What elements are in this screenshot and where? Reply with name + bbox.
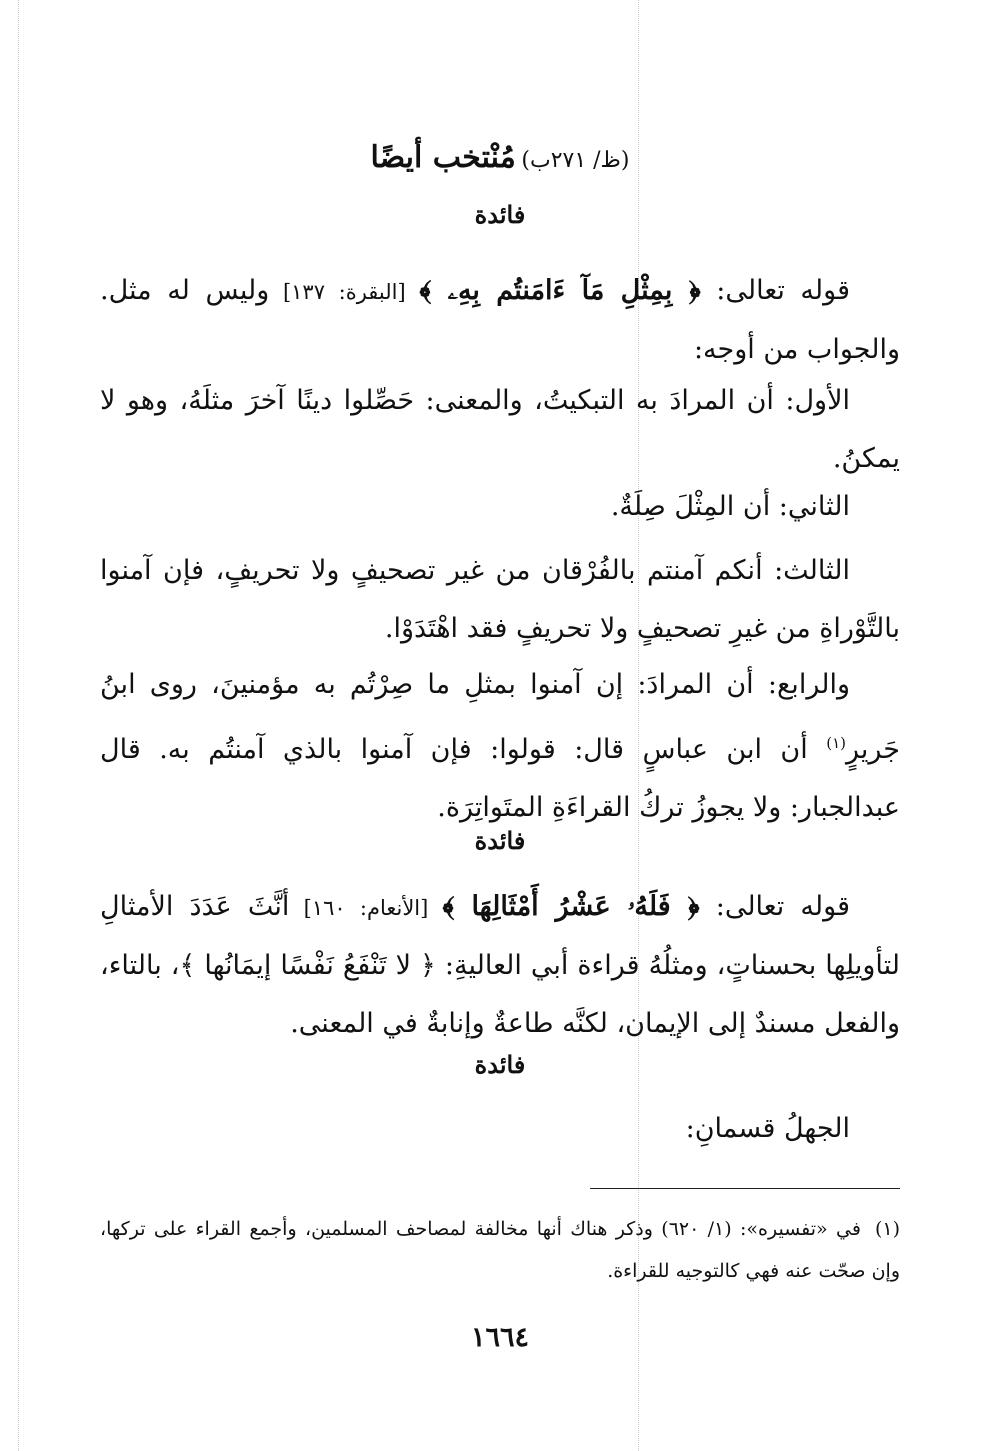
title-text: مُنْتخب أيضًا: [370, 140, 516, 175]
footnote-text: في «تفسيره»: (١/ ٦٢٠) وذكر هناك أنها مخالفة لمصاحف المسلمين، وأجمع القراء على تركها، وإن صحّت عنه فهي كالتوجيه للقراءة.: [100, 1218, 900, 1282]
page-title: [0, 140, 1000, 175]
para6-lead: قوله تعالى:: [699, 891, 850, 922]
footnote: [100, 1208, 900, 1292]
footnote-marker[interactable]: (١): [826, 734, 846, 752]
section-heading-3: فائدة: [474, 1050, 526, 1079]
page-number: ١٦٦٤: [470, 1322, 529, 1353]
paragraph-1: [100, 262, 900, 379]
para1-lead: قوله تعالى:: [700, 275, 850, 306]
verse-ref-1: [البقرة: ١٣٧]: [269, 280, 420, 304]
section-heading-2: فائدة: [474, 826, 526, 855]
para1-tail: وليس له مثل. والجواب من أوجه:: [100, 275, 900, 365]
paragraph-4: الثالث: أنكم آمنتم بالفُرْقان من غير تصحيفٍ ولا تحريفٍ، فإن آمنوا بالتَّوْراةِ من غيرِ تصحيفٍ ولا تحريفٍ فقد اهْتَدَوْا.: [100, 555, 900, 644]
para5-lead: والرابع: أن المرادَ: إن آمنوا بمثلِ ما صِرْتُم به مؤمنينَ، روى ابنُ جَريرٍ: [100, 669, 900, 765]
para5-tail: أن ابن عباسٍ قال: قولوا: فإن آمنوا بالذي آمنتُم به. قال عبدالجبار: ولا يجوزُ تركُ القراءَةِ المتَواتِرَة.: [100, 734, 900, 823]
quran-verse-1: ﴿ بِمِثْلِ مَآ ءَامَنتُم بِهِۦ ﴾: [419, 275, 701, 306]
paragraph-3: الثاني: أن المِثْلَ صِلَةٌ.: [610, 491, 850, 522]
para6-tail: أنَّثَ عَدَدَ الأمثالِ لتأويلِها بحسناتٍ، ومثلُهُ قراءة أبي العاليةِ: ﴿ لا تَنْفَعُ نَفْسًا إيمَانُها ﴾، بالتاء، والفعل مسندٌ إلى الإيمان، لكنَّه طاعةٌ وإنابةٌ في المعنى.: [100, 891, 900, 1039]
paragraph-2: الأول: أن المرادَ به التبكيتُ، والمعنى: حَصِّلوا دينًا آخرَ مثلَهُ، وهو لا يمكنُ.: [100, 385, 900, 474]
paragraph-5: [100, 656, 900, 837]
manuscript-ref: (ظ/ ٢٧١ب): [521, 148, 630, 173]
paragraph-6: [100, 878, 900, 1053]
section-heading-1: فائدة: [474, 200, 526, 229]
paragraph-7: الجهلُ قسمانِ:: [685, 1113, 850, 1144]
footnote-divider: [590, 1188, 900, 1189]
footnote-number: (١): [874, 1218, 900, 1240]
quran-verse-2: ﴿ فَلَهُۥ عَشْرُ أَمْثَالِهَا ﴾: [442, 891, 700, 922]
verse-ref-2: [الأنعام: ١٦٠]: [289, 896, 443, 920]
